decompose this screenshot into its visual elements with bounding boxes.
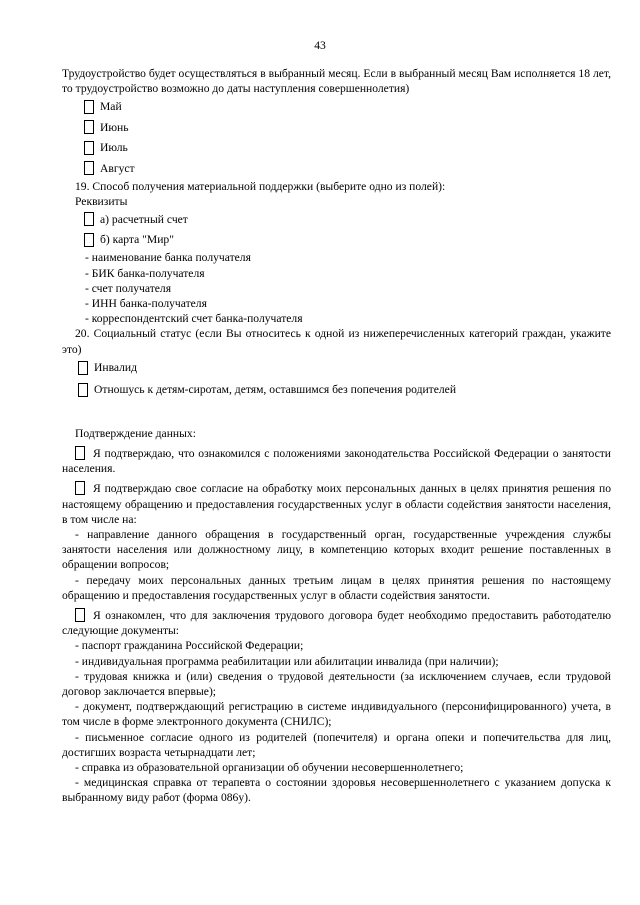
option-disabled[interactable]: Инвалид <box>62 357 611 379</box>
list-item: - корреспондентский счет банка-получателя <box>85 312 303 326</box>
confirm-2: Я подтверждаю свое согласие на обработку моих персональных данных в целях принятия решения по настоящему обращению и предоставления государственных услуг в области содействия занятости населения, в том числе на: <box>62 482 611 526</box>
intro-text: Трудоустройство будет осуществляться в выбранный месяц. Если в выбранный месяц Вам исполняется 18 лет, то трудоустройство возможно до даты наступления совершеннолетия) <box>62 67 611 96</box>
list-item: - документ, подтверждающий регистрацию в системе индивидуального (персонифицированного) учета, в том числе в форме электронного документа (СНИЛС); <box>62 700 611 729</box>
list-item: - индивидуальная программа реабилитации или абилитации инвалида (при наличии); <box>75 654 499 668</box>
checkbox[interactable] <box>84 120 94 134</box>
checkbox[interactable] <box>84 161 94 175</box>
month-option-june[interactable]: Июнь <box>62 117 611 138</box>
list-item: - письменное согласие одного из родителей (попечителя) и органа опеки и попечительства для лиц, достигших возраста четырнадцати лет; <box>62 730 611 759</box>
checkbox[interactable] <box>78 361 88 375</box>
list-item: - трудовая книжка и (или) сведения о трудовой деятельности (за исключением случаев, если трудовой договор заключается впервые); <box>62 669 611 699</box>
list-item: - медицинская справка от терапевта о состоянии здоровья несовершеннолетнего с указанием допуска к выбранному виду работ (форма 086у). <box>62 776 611 805</box>
q19-options <box>62 209 611 250</box>
confirm-heading: Подтверждение данных: <box>75 426 196 440</box>
checkbox[interactable] <box>84 233 94 247</box>
checkbox[interactable] <box>78 383 88 397</box>
list-item: - передачу моих персональных данных третьим лицам в целях принятия решения по настоящему обращению и предоставления государственных услуг в области содействия занятости. <box>62 573 611 602</box>
list-item: - счет получателя <box>85 281 172 295</box>
checkbox[interactable] <box>84 100 94 114</box>
month-option-august[interactable]: Август <box>62 158 611 179</box>
month-option-may[interactable]: Май <box>62 96 611 117</box>
q20-title: 20. Социальный статус (если Вы относитесь к одной из нижеперечисленных категорий граждан, укажите это) <box>62 327 611 356</box>
list-item: - БИК банка-получателя <box>85 266 205 280</box>
checkbox[interactable] <box>84 141 94 155</box>
q19-title: 19. Способ получения материальной поддержки (выберите одно из полей): <box>75 179 446 193</box>
checkbox-confirm-1[interactable] <box>75 446 85 460</box>
confirm-3: Я ознакомлен, что для заключения трудового договора будет необходимо предоставить работодателю следующие документы: <box>62 609 611 638</box>
list-item: - справка из образовательной организации об обучении несовершеннолетнего; <box>75 761 464 775</box>
confirm-1: Я подтверждаю, что ознакомился с положениями законодательства Российской Федерации о занятости населения. <box>62 447 611 476</box>
q20-options <box>62 357 611 401</box>
list-item: - направление данного обращения в государственный орган, государственные учреждения службы занятости населения или должностному лицу, в компетенцию которых входит решение поставленных в обращении вопросов; <box>62 528 611 572</box>
option-mir-card[interactable]: б) карта "Мир" <box>62 230 611 251</box>
list-item: - наименование банка получателя <box>85 251 251 265</box>
page-number: 43 <box>314 39 326 52</box>
checkbox[interactable] <box>84 212 94 226</box>
requisites-list <box>62 250 611 326</box>
list-item: - паспорт гражданина Российской Федерации; <box>75 639 304 653</box>
option-orphan[interactable]: Отношусь к детям-сиротам, детям, оставшимся без попечения родителей <box>62 379 611 401</box>
option-bank-account[interactable]: а) расчетный счет <box>62 209 611 230</box>
month-options <box>62 96 611 178</box>
checkbox-confirm-3[interactable] <box>75 608 85 622</box>
list-item: - ИНН банка-получателя <box>85 296 207 310</box>
q19-subtitle: Реквизиты <box>75 194 128 208</box>
month-option-july[interactable]: Июль <box>62 138 611 159</box>
checkbox-confirm-2[interactable] <box>75 481 85 495</box>
form-content <box>62 66 611 806</box>
